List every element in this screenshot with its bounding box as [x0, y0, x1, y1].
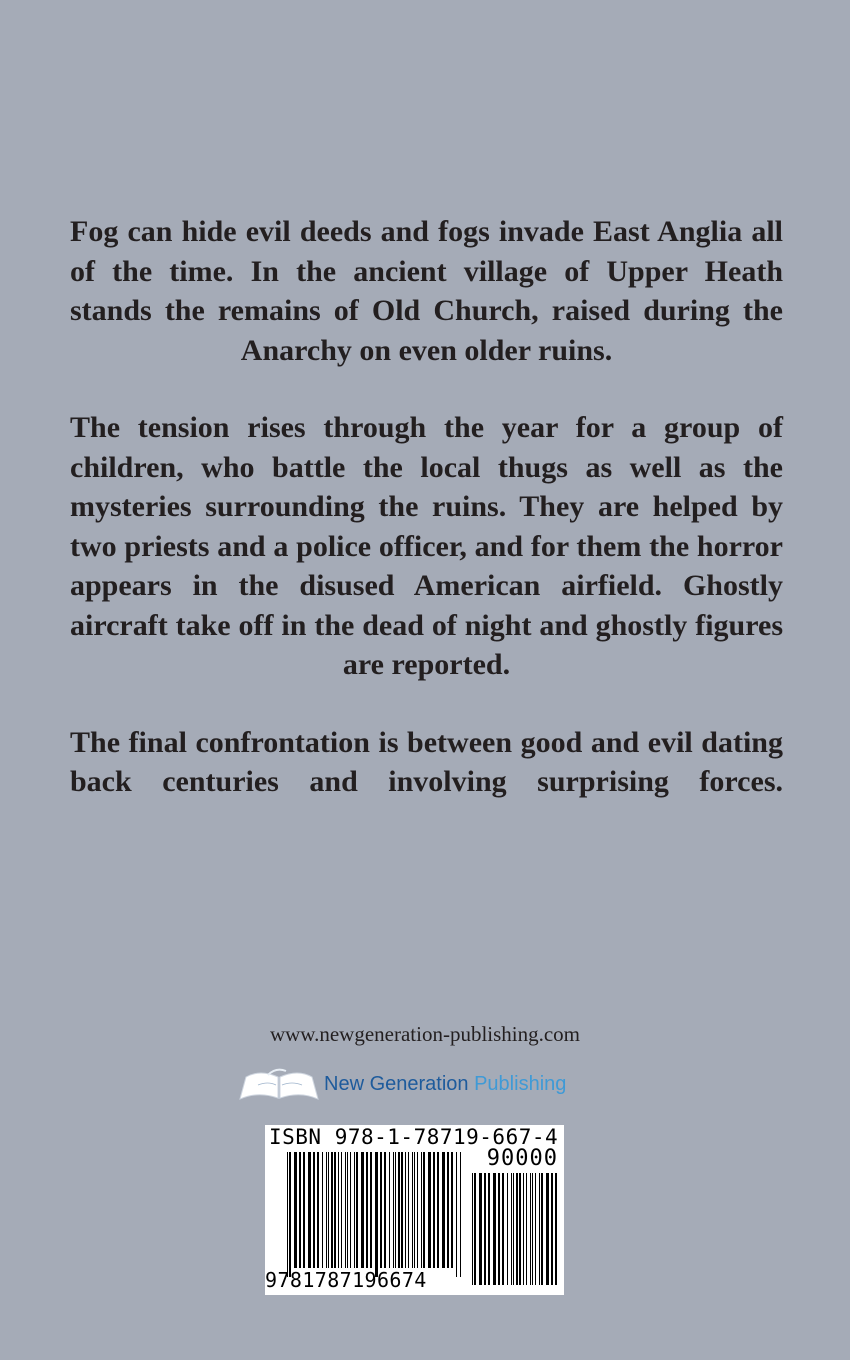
barcode-digits: 9781787196674	[265, 1268, 427, 1292]
back-cover-blurb	[70, 212, 783, 840]
blurb-paragraph-2: The tension rises through the year for a group of children, who battle the local thugs as well as the mysteries surrounding the ruins. They are helped by two priests and a police officer, and for them the horror appears in the disused American airfield. Ghostly aircraft take off in the dead of night and ghostly figures are reported.	[70, 411, 783, 681]
barcode-addon-number: 90000	[486, 1146, 558, 1171]
publisher-name-primary: New Generation	[324, 1072, 469, 1095]
publisher-name	[324, 1073, 566, 1096]
blurb-paragraph-3: The final confrontation is between good and evil dating back centuries and involving surprising forces.	[70, 725, 783, 798]
isbn-barcode	[265, 1125, 564, 1295]
publisher-logo	[238, 1064, 566, 1104]
publisher-website: www.newgeneration-publishing.com	[269, 1022, 581, 1046]
open-book-icon	[238, 1065, 320, 1103]
publisher-name-secondary: Publishing	[474, 1072, 567, 1095]
blurb-paragraph-1: Fog can hide evil deeds and fogs invade East Anglia all of the time. In the ancient village of Upper Heath stands the remains of Old Church, raised during the Anarchy on even older ruins.	[70, 215, 783, 367]
isbn-label: ISBN 978-1-78719-667-4	[269, 1125, 559, 1149]
